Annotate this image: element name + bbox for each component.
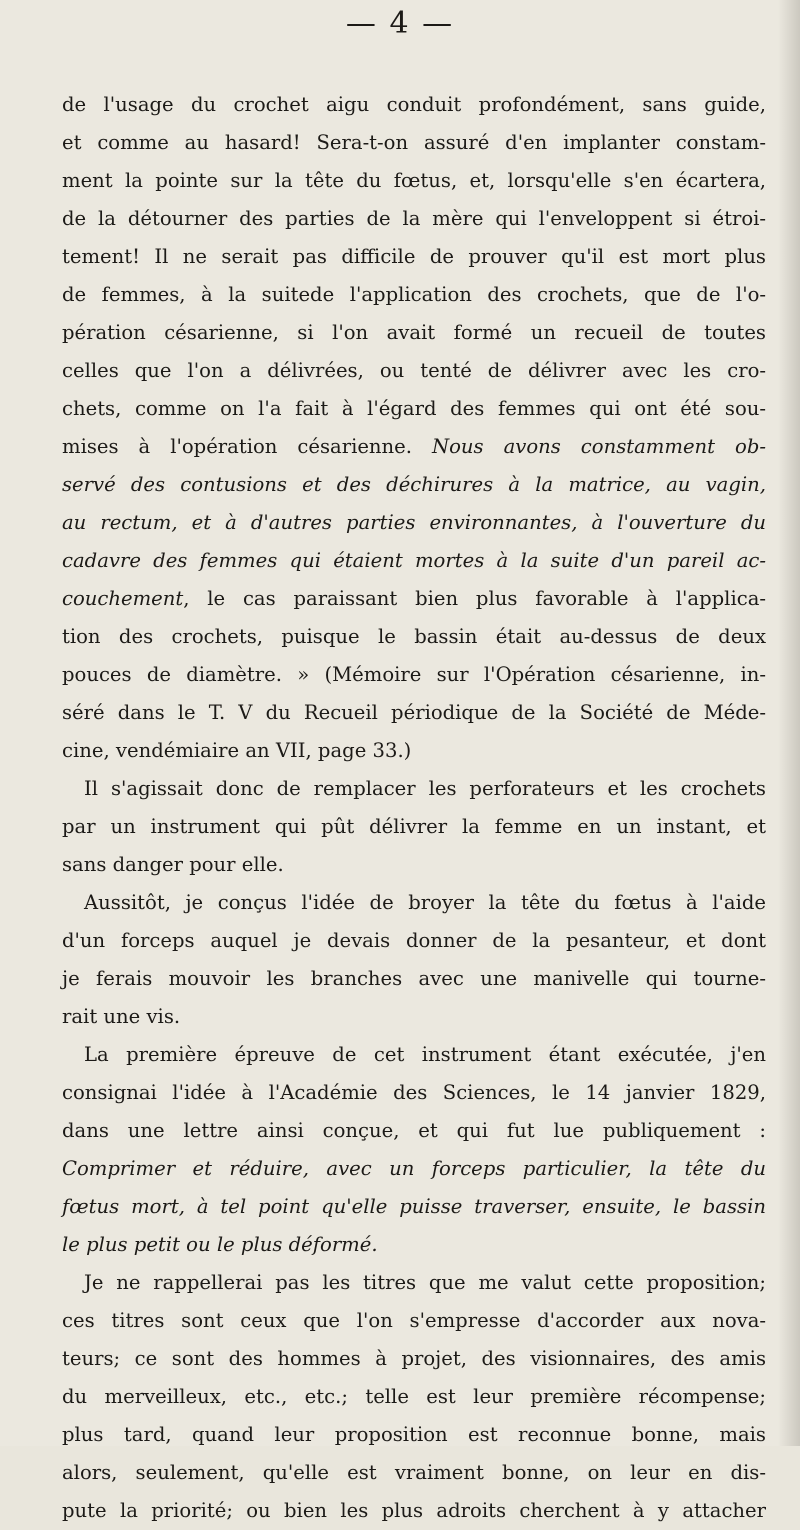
text-line: ces titres sont ceux que l'on s'empresse d'accorder aux nova- [62, 1309, 766, 1332]
italic-quote-line: Comprimer et réduire, avec un forceps particulier, la tête du [62, 1157, 766, 1180]
text-line: tement! Il ne serait pas difficile de prouver qu'il est mort plus [62, 245, 766, 268]
text-line: séré dans le T. V du Recueil périodique de la Société de Méde- [62, 701, 766, 724]
text-line: Aussitôt, je conçus l'idée de broyer la tête du fœtus à l'aide [84, 891, 766, 914]
text-line: par un instrument qui pût délivrer la femme en un instant, et [62, 815, 766, 838]
text-line: plus tard, quand leur proposition est reconnue bonne, mais [62, 1423, 766, 1446]
text-segment: mises à l'opération césarienne. [62, 435, 432, 458]
text-line: dans une lettre ainsi conçue, et qui fut lue publiquement : [62, 1119, 766, 1142]
text-line: ment la pointe sur la tête du fœtus, et, lorsqu'elle s'en écartera, [62, 169, 766, 192]
text-line: rait une vis. [62, 1005, 181, 1028]
text-line: pouces de diamètre. » (Mémoire sur l'Opération césarienne, in- [62, 663, 766, 686]
text-line: chets, comme on l'a fait à l'égard des femmes qui ont été sou- [62, 397, 766, 420]
text-line: pute la priorité; ou bien les plus adroits cherchent à y attacher [62, 1499, 766, 1522]
text-line: je ferais mouvoir les branches avec une manivelle qui tourne- [62, 967, 766, 990]
text-line: teurs; ce sont des hommes à projet, des visionnaires, des amis [62, 1347, 766, 1370]
text-line: pération césarienne, si l'on avait formé un recueil de toutes [62, 321, 766, 344]
italic-quote-line: cadavre des femmes qui étaient mortes à la suite d'un pareil ac- [62, 549, 766, 572]
text-line: Je ne rappellerai pas les titres que me valut cette proposition; [84, 1271, 766, 1294]
text-line [62, 428, 766, 466]
text-line: La première épreuve de cet instrument étant exécutée, j'en [84, 1043, 766, 1066]
italic-quote-segment: couchement [62, 587, 184, 610]
italic-quote-segment: Nous avons constamment ob- [431, 435, 766, 458]
text-body [62, 86, 766, 1530]
text-line: de femmes, à la suitede l'application des crochets, que de l'o- [62, 283, 766, 306]
italic-quote-line: servé des contusions et des déchirures à la matrice, au vagin, [62, 473, 766, 496]
text-line: et comme au hasard! Sera-t-on assuré d'en implanter constam- [62, 131, 766, 154]
text-line: consignai l'idée à l'Académie des Sciences, le 14 janvier 1829, [62, 1081, 766, 1104]
text-line: sans danger pour elle. [62, 853, 284, 876]
text-line: tion des crochets, puisque le bassin était au-dessus de deux [62, 625, 766, 648]
text-segment: , le cas paraissant bien plus favorable à l'applica- [183, 587, 766, 610]
text-line: alors, seulement, qu'elle est vraiment bonne, on leur en dis- [62, 1461, 766, 1484]
page-edge-shadow [778, 0, 800, 1446]
text-line: celles que l'on a délivrées, ou tenté de délivrer avec les cro- [62, 359, 766, 382]
text-line: d'un forceps auquel je devais donner de la pesanteur, et dont [62, 929, 766, 952]
text-line: cine, vendémiaire an VII, page 33.) [62, 739, 412, 762]
text-line [62, 580, 766, 618]
text-line: de la détourner des parties de la mère qui l'enveloppent si étroi- [62, 207, 766, 230]
text-line: Il s'agissait donc de remplacer les perforateurs et les crochets [84, 777, 766, 800]
text-line: de l'usage du crochet aigu conduit profondément, sans guide, [62, 93, 766, 116]
italic-quote-line: fœtus mort, à tel point qu'elle puisse traverser, ensuite, le bassin [62, 1195, 766, 1218]
text-line: du merveilleux, etc., etc.; telle est leur première récompense; [62, 1385, 766, 1408]
page-number: — 4 — [345, 6, 455, 41]
italic-quote-line: au rectum, et à d'autres parties environnantes, à l'ouverture du [62, 511, 766, 534]
italic-quote-line: le plus petit ou le plus déformé. [62, 1233, 378, 1256]
